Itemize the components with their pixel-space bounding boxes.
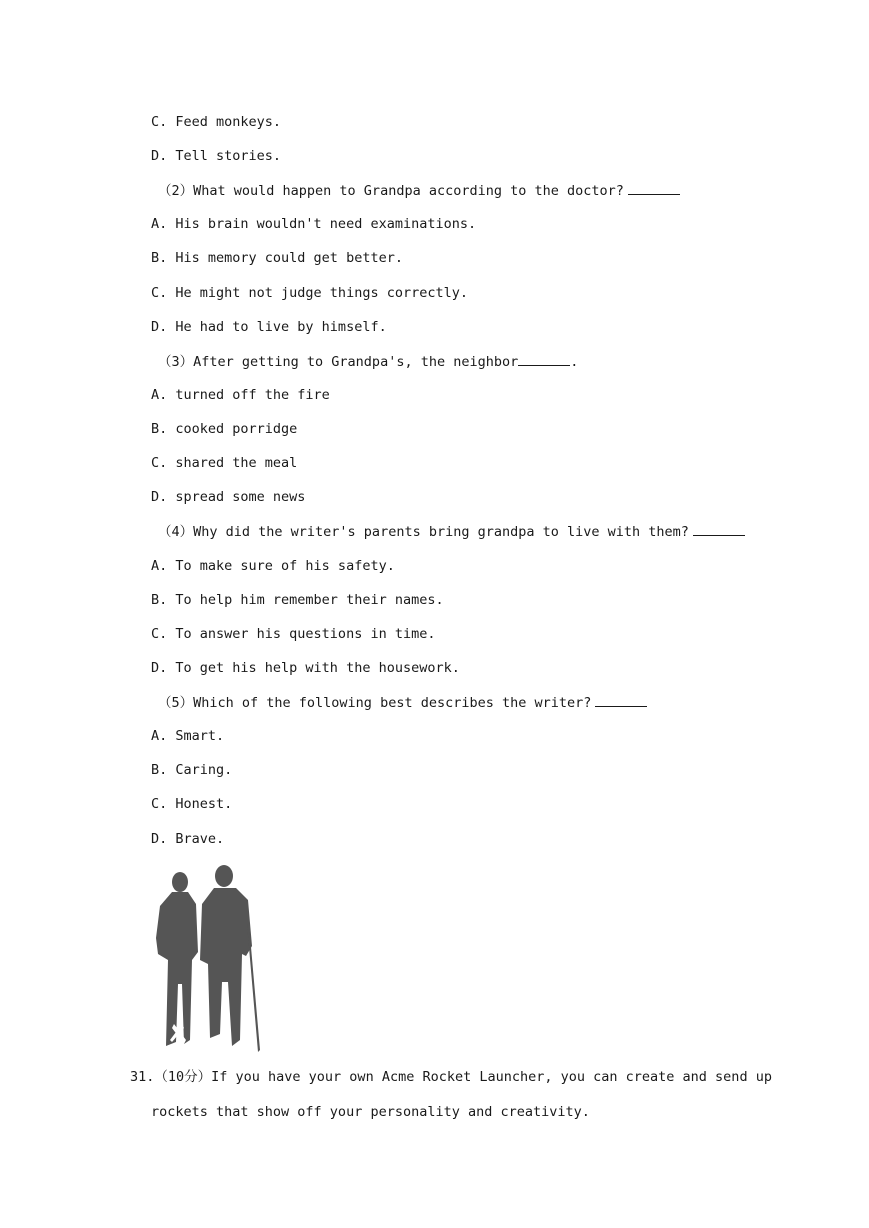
question-4-text: （4）Why did the writer's parents bring grandpa to live with them? xyxy=(158,524,689,540)
option-5a: A. Smart. xyxy=(151,728,225,744)
option-2c: C. He might not judge things correctly. xyxy=(151,285,468,301)
question-3-stem xyxy=(158,351,578,372)
option-1d: D. Tell stories. xyxy=(151,148,282,164)
option-1c: C. Feed monkeys. xyxy=(151,114,282,130)
option-5c: C. Honest. xyxy=(151,796,233,812)
option-2d: D. He had to live by himself. xyxy=(151,319,387,335)
answer-blank-4 xyxy=(693,521,745,536)
question-3-text: （3）After getting to Grandpa's, the neighbor xyxy=(158,354,519,370)
option-3c: C. shared the meal xyxy=(151,455,298,471)
question-5-text: （5）Which of the following best describes the writer? xyxy=(158,695,592,711)
option-3d: D. spread some news xyxy=(151,489,306,505)
question-5-stem xyxy=(158,692,647,713)
answer-blank-3 xyxy=(518,351,570,366)
option-5b: B. Caring. xyxy=(151,762,233,778)
question-4-stem xyxy=(158,521,745,542)
option-2b: B. His memory could get better. xyxy=(151,250,403,266)
answer-blank-2 xyxy=(628,180,680,195)
option-3a: A. turned off the fire xyxy=(151,387,330,403)
option-5d: D. Brave. xyxy=(151,831,225,847)
option-2a: A. His brain wouldn't need examinations. xyxy=(151,216,477,232)
option-4c: C. To answer his questions in time. xyxy=(151,626,436,642)
option-4b: B. To help him remember their names. xyxy=(151,592,444,608)
question-31-line-2: rockets that show off your personality and creativity. xyxy=(151,1104,590,1120)
question-2-stem xyxy=(158,180,680,201)
question-31-line-1: 31.（10分）If you have your own Acme Rocket Launcher, you can create and send up xyxy=(130,1069,772,1085)
silhouette-illustration xyxy=(152,864,272,1056)
question-2-text: （2）What would happen to Grandpa according to the doctor? xyxy=(158,183,624,199)
question-3-period: . xyxy=(570,354,579,370)
option-4a: A. To make sure of his safety. xyxy=(151,558,395,574)
answer-blank-5 xyxy=(595,692,647,707)
option-4d: D. To get his help with the housework. xyxy=(151,660,460,676)
option-3b: B. cooked porridge xyxy=(151,421,298,437)
